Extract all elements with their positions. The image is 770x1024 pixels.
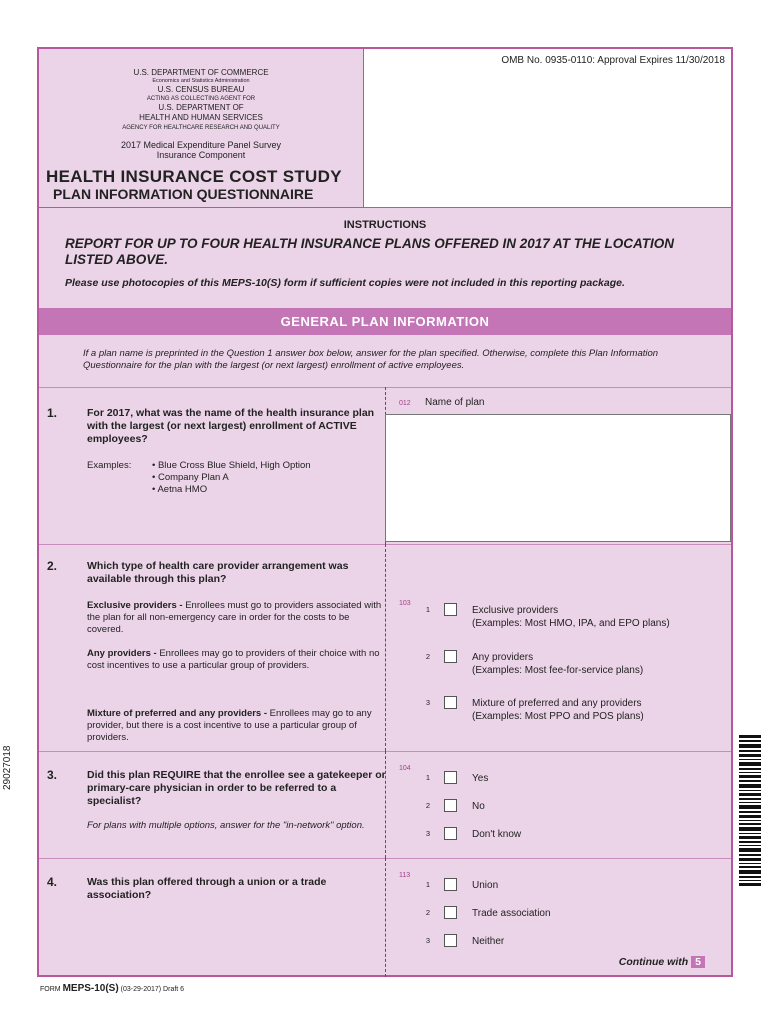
agency-line: HEALTH AND HUMAN SERVICES <box>139 113 263 122</box>
continue-target-badge: 5 <box>691 956 705 968</box>
questionnaire-form <box>37 47 733 977</box>
agency-line: AGENCY FOR HEALTHCARE RESEARCH AND QUALITY <box>122 125 280 131</box>
question-note: For plans with multiple options, answer for the "in-network" option. <box>87 820 365 831</box>
agency-line: U.S. DEPARTMENT OF <box>158 103 244 112</box>
checkbox[interactable] <box>444 827 457 840</box>
option-dont-know[interactable] <box>420 827 620 842</box>
agency-line: ACTING AS COLLECTING AGENT FOR <box>146 96 256 102</box>
option-trade-association[interactable] <box>420 906 620 921</box>
option-yes[interactable] <box>420 771 620 786</box>
option-label: No <box>472 801 485 812</box>
question-number: 2. <box>47 559 58 573</box>
definition: Exclusive providers - Enrollees must go to providers associated with the plan for all non-emergency care in order for the costs to be covered. <box>87 600 382 635</box>
item-code: 113 <box>399 872 411 879</box>
option-number: 2 <box>425 908 430 917</box>
agency-line: U.S. CENSUS BUREAU <box>157 85 245 94</box>
option-number: 3 <box>425 936 430 945</box>
checkbox[interactable] <box>444 650 457 663</box>
column-divider <box>385 751 386 858</box>
item-code: 012 <box>399 400 411 407</box>
option-number: 3 <box>425 698 430 707</box>
option-number: 1 <box>425 773 430 782</box>
option-number: 1 <box>425 880 430 889</box>
option-label: Trade association <box>472 908 551 919</box>
form-title: HEALTH INSURANCE COST STUDY <box>46 167 342 186</box>
examples-list <box>152 460 382 496</box>
header-agency-panel <box>39 49 363 207</box>
instructions-section <box>39 207 731 308</box>
option-neither[interactable] <box>420 934 620 949</box>
option-number: 3 <box>425 829 430 838</box>
option-no[interactable] <box>420 799 620 814</box>
checkbox[interactable] <box>444 696 457 709</box>
form-footer: FORM MEPS-10(S) (03-29-2017) Draft 6 <box>40 983 185 994</box>
question-text: Did this plan REQUIRE that the enrollee see a gatekeeper or primary-care physician in order to be referred to a specialist? <box>87 769 386 807</box>
example-item: • Company Plan A <box>152 472 229 483</box>
question-number: 4. <box>47 875 58 889</box>
checkbox[interactable] <box>444 906 457 919</box>
option-label: Yes <box>472 773 489 784</box>
survey-line: 2017 Medical Expenditure Panel Survey <box>120 140 282 150</box>
item-code: 104 <box>399 765 411 772</box>
option-label: Any providers (Examples: Most fee-for-service plans) <box>472 652 644 676</box>
option-number: 1 <box>425 605 430 614</box>
header-label-area <box>363 49 731 207</box>
question-number: 3. <box>47 768 58 782</box>
option-label: Don't know <box>472 829 522 840</box>
example-item: • Blue Cross Blue Shield, High Option <box>152 460 311 471</box>
definition: Any providers - Enrollees may go to providers of their choice with no cost incentives to use a particular group of providers. <box>87 648 380 671</box>
column-divider <box>385 858 386 977</box>
question-text: Which type of health care provider arrangement was available through this plan? <box>87 560 349 585</box>
form-subtitle: PLAN INFORMATION QUESTIONNAIRE <box>53 186 314 202</box>
option-number: 2 <box>425 652 430 661</box>
checkbox[interactable] <box>444 799 457 812</box>
instructions-heading: INSTRUCTIONS <box>343 219 427 231</box>
checkbox[interactable] <box>444 771 457 784</box>
example-item: • Aetna HMO <box>152 484 208 495</box>
plan-name-input[interactable] <box>385 414 731 542</box>
answer-label: Name of plan <box>425 397 485 408</box>
option-label: Union <box>472 880 499 891</box>
agency-line: U.S. DEPARTMENT OF COMMERCE <box>133 68 269 77</box>
side-form-code: 29027018 <box>2 745 13 790</box>
checkbox[interactable] <box>444 934 457 947</box>
survey-line: Insurance Component <box>156 150 246 160</box>
instructions-sub: Please use photocopies of this MEPS-10(S) form if sufficient copies were not included in this reporting package. <box>65 277 625 289</box>
column-divider <box>385 544 386 751</box>
checkbox[interactable] <box>444 878 457 891</box>
question-text: For 2017, what was the name of the health insurance plan with the largest (or next largest) enrollment of ACTIVE employees? <box>87 407 375 445</box>
option-label: Mixture of preferred and any providers (Examples: Most PPO and POS plans) <box>472 698 644 722</box>
continue-instruction: Continue with 5 <box>619 956 705 968</box>
definition: Mixture of preferred and any providers - Enrollees may go to any provider, but there is a cost incentive to use a particular group of providers. <box>87 708 372 743</box>
option-label: Neither <box>472 936 505 947</box>
instructions-main: REPORT FOR UP TO FOUR HEALTH INSURANCE PLANS OFFERED IN 2017 AT THE LOCATION LISTED ABOVE. <box>65 236 675 267</box>
option-any-providers[interactable] <box>420 650 720 676</box>
omb-number: OMB No. 0935-0110: Approval Expires 11/30/2018 <box>501 55 725 66</box>
checkbox[interactable] <box>444 603 457 616</box>
examples-label: Examples: <box>87 460 132 471</box>
agency-line: Economics and Statistics Administration <box>152 78 250 84</box>
option-number: 2 <box>425 801 430 810</box>
option-label: Exclusive providers (Examples: Most HMO, IPA, and EPO plans) <box>472 605 670 629</box>
option-union[interactable] <box>420 878 620 893</box>
section-title: GENERAL PLAN INFORMATION <box>39 308 731 335</box>
option-exclusive-providers[interactable] <box>420 603 720 629</box>
section-note: If a plan name is preprinted in the Question 1 answer box below, answer for the plan specified. Otherwise, complete this Plan Information Questionnaire for the plan with the largest (or next largest) enrollment of active employees. <box>83 348 659 371</box>
question-text: Was this plan offered through a union or a trade association? <box>87 876 327 901</box>
barcode <box>739 735 761 887</box>
question-number: 1. <box>47 406 58 420</box>
option-mixture-providers[interactable] <box>420 696 720 722</box>
item-code: 103 <box>399 600 411 607</box>
